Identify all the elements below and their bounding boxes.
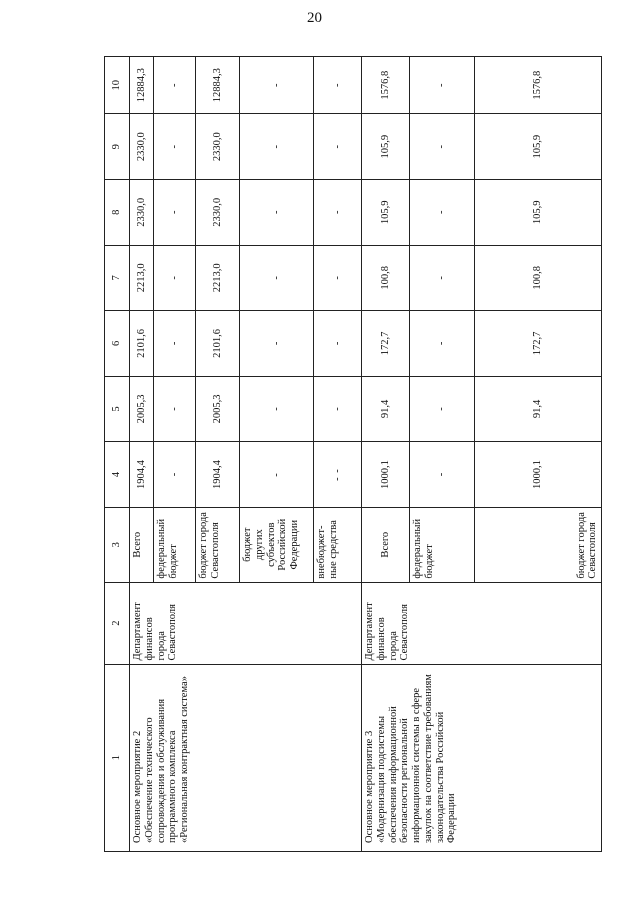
table-cell: 172,7 — [362, 311, 410, 377]
col-header-5: 5 — [105, 376, 130, 442]
table-cell: 2005,3 — [130, 376, 154, 442]
table-cell: - — [240, 311, 314, 377]
table-cell: 100,8 — [475, 245, 602, 311]
table-cell: 1000,1 — [362, 442, 410, 508]
table-cell: - — [314, 311, 362, 377]
table-cell: 1904,4 — [196, 442, 240, 508]
table-cell: - — [240, 442, 314, 508]
table-cell: 105,9 — [362, 114, 410, 180]
table-cell: 12884,3 — [130, 57, 154, 114]
table-cell: - — [410, 311, 475, 377]
table-cell: - — [240, 245, 314, 311]
col-header-3: 3 — [105, 507, 130, 582]
table-cell: - — [410, 245, 475, 311]
col-header-8: 8 — [105, 179, 130, 245]
table-cell: 2101,6 — [196, 311, 240, 377]
table-cell: - — [314, 179, 362, 245]
table-cell: - — [154, 179, 196, 245]
source-label: федеральный бюджет — [154, 507, 196, 582]
table-cell: 12884,3 — [196, 57, 240, 114]
table-cell: - - — [314, 442, 362, 508]
table-cell: 105,9 — [475, 179, 602, 245]
table-cell: 2330,0 — [130, 179, 154, 245]
source-label: бюджет других субъектов Российской Федерации — [240, 507, 314, 582]
table-cell: 2330,0 — [196, 179, 240, 245]
table-cell: - — [154, 57, 196, 114]
table-cell: 1904,4 — [130, 442, 154, 508]
table-cell: 100,8 — [362, 245, 410, 311]
table-cell: 91,4 — [362, 376, 410, 442]
table-cell: - — [314, 57, 362, 114]
col-header-9: 9 — [105, 114, 130, 180]
table-row — [362, 57, 410, 852]
table-cell: - — [410, 114, 475, 180]
budget-table — [104, 56, 602, 852]
col-header-10: 10 — [105, 57, 130, 114]
table-cell: 91,4 — [475, 376, 602, 442]
table-cell: 1576,8 — [362, 57, 410, 114]
table-cell: - — [410, 442, 475, 508]
table-row — [130, 57, 154, 852]
source-label: бюджет города Севастополя — [475, 507, 602, 582]
measure-2-executor: Департамент финансов города Севастополя — [130, 582, 362, 664]
table-cell: 2330,0 — [196, 114, 240, 180]
table-cell: - — [154, 245, 196, 311]
table-cell: - — [240, 114, 314, 180]
table-cell: - — [314, 245, 362, 311]
table-cell: 2213,0 — [196, 245, 240, 311]
source-label: Всего — [362, 507, 410, 582]
source-label: федеральный бюджет — [410, 507, 475, 582]
table-cell: - — [314, 114, 362, 180]
table-cell: 2101,6 — [130, 311, 154, 377]
table-cell: - — [154, 442, 196, 508]
source-label: Всего — [130, 507, 154, 582]
table-cell: - — [314, 376, 362, 442]
col-header-1: 1 — [105, 664, 130, 851]
table-cell: - — [154, 114, 196, 180]
table-cell: - — [410, 179, 475, 245]
table-cell: 1000,1 — [475, 442, 602, 508]
table-cell: - — [240, 179, 314, 245]
header-row — [105, 57, 130, 852]
table-cell: - — [154, 311, 196, 377]
table-cell: 2213,0 — [130, 245, 154, 311]
table-cell: 172,7 — [475, 311, 602, 377]
table-cell: 2005,3 — [196, 376, 240, 442]
table-cell: - — [410, 376, 475, 442]
table-cell: 1576,8 — [475, 57, 602, 114]
col-header-7: 7 — [105, 245, 130, 311]
measure-3-executor: Департамент финансов города Севастополя — [362, 582, 602, 664]
table-cell: 2330,0 — [130, 114, 154, 180]
table-cell: 105,9 — [475, 114, 602, 180]
source-label: бюджет города Севастополя — [196, 507, 240, 582]
col-header-6: 6 — [105, 311, 130, 377]
source-label: внебюджет-ные средства — [314, 507, 362, 582]
table-cell: 105,9 — [362, 179, 410, 245]
measure-2-description: Основное мероприятие 2 «Обеспечение технического сопровождения и обслуживания программного комплекса «Региональная контрактная система» — [130, 664, 362, 851]
table-cell: - — [240, 57, 314, 114]
col-header-4: 4 — [105, 442, 130, 508]
rotated-table-container — [104, 56, 600, 852]
table-cell: - — [240, 376, 314, 442]
page-number: 20 — [307, 10, 322, 26]
table-cell: - — [154, 376, 196, 442]
table-cell: - — [410, 57, 475, 114]
measure-3-description: Основное мероприятие 3 «Модернизация подсистемы обеспечения информационной безопасности региональной информационной системы в сфере закупок на соответствие требованиям законодательства Российской Федерации — [362, 664, 602, 851]
col-header-2: 2 — [105, 582, 130, 664]
